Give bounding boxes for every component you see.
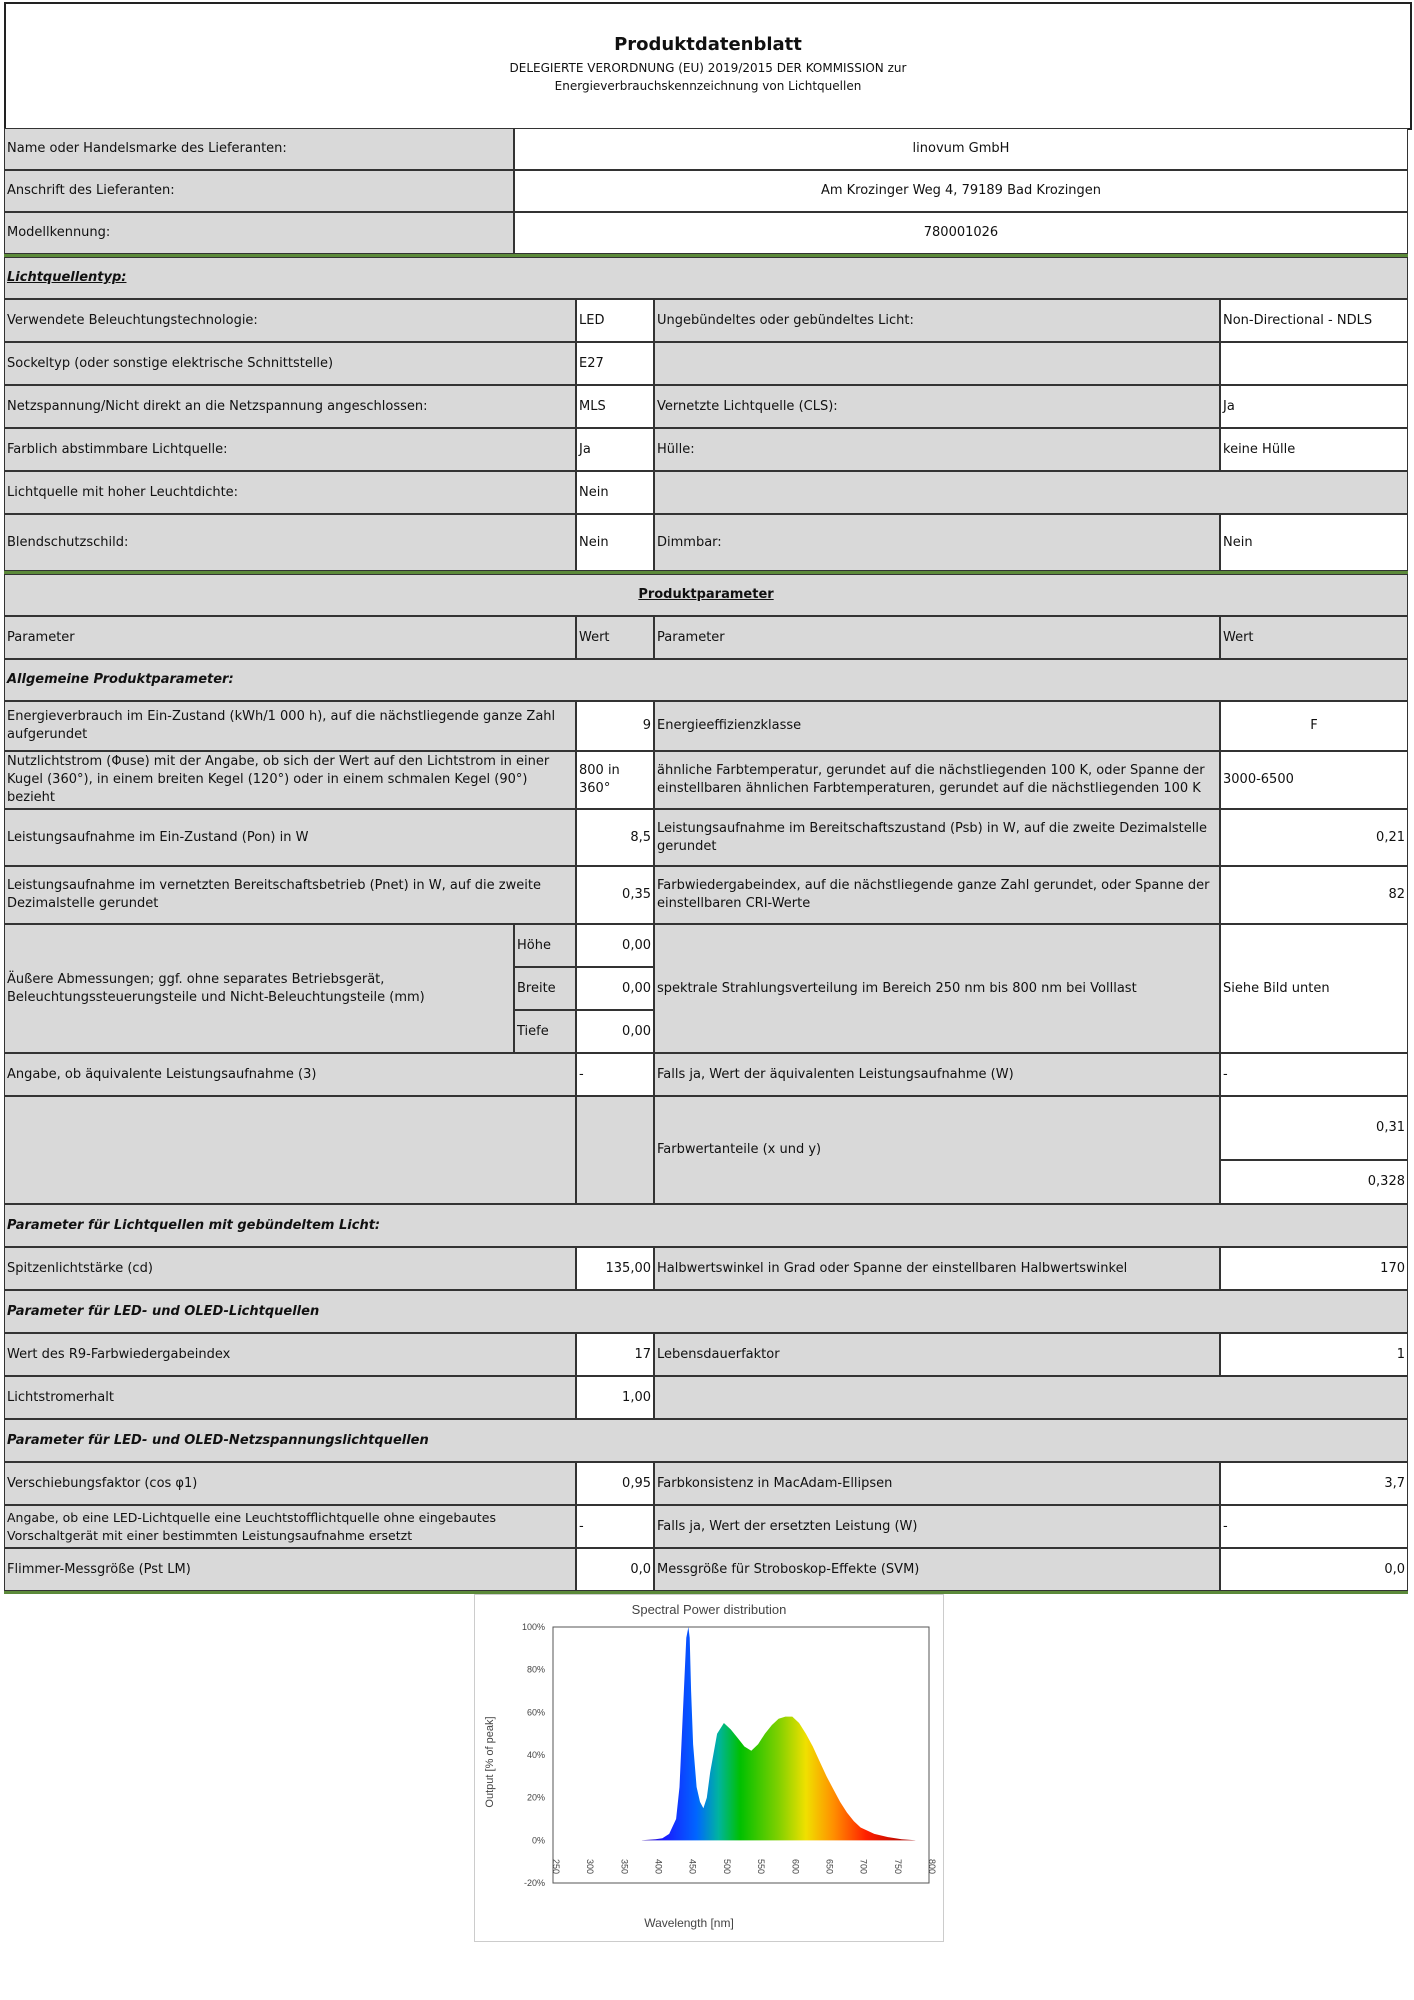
- lumen-value: 1,00: [576, 1376, 654, 1419]
- supplier-name-label: Name oder Handelsmarke des Lieferanten:: [4, 128, 514, 170]
- macadam-label: Farbkonsistenz in MacAdam-Ellipsen: [654, 1462, 1220, 1505]
- macadam-value: 3,7: [1220, 1462, 1408, 1505]
- y-tick-label: 100%: [521, 1622, 545, 1632]
- spectrum-area: [642, 1627, 915, 1840]
- cri-label: Farbwiedergabeindex, auf die nächstliegende ganze Zahl gerundet, oder Spanne der einstellbaren CRI-Werte: [654, 866, 1220, 924]
- chroma-empty-value: [576, 1096, 654, 1204]
- equiv-w-label: Falls ja, Wert der äquivalenten Leistungsaufnahme (W): [654, 1053, 1220, 1096]
- supplier-name-value: linovum GmbH: [514, 128, 1408, 170]
- x-tick-label: 600: [790, 1859, 801, 1875]
- chart-title: Spectral Power distribution: [631, 1602, 787, 1617]
- r9-label: Wert des R9-Farbwiedergabeindex: [4, 1333, 576, 1376]
- peak-label: Spitzenlichtstärke (cd): [4, 1247, 576, 1290]
- chroma-x-value: 0,31: [1220, 1096, 1408, 1160]
- height-label: Höhe: [514, 924, 576, 967]
- highlum-empty: [654, 471, 1408, 514]
- y-tick-label: 40%: [526, 1750, 545, 1760]
- col-value-2: Wert: [1220, 616, 1408, 659]
- glare-value: Nein: [576, 514, 654, 571]
- page-subtitle: DELEGIERTE VERORDNUNG (EU) 2019/2015 DER KOMMISSION zur: [509, 61, 907, 75]
- chroma-empty-label: [4, 1096, 576, 1204]
- svm-value: 0,0: [1220, 1548, 1408, 1591]
- spectral-chart-svg: [475, 1595, 943, 1941]
- psb-value: 0,21: [1220, 809, 1408, 866]
- lumen-empty: [654, 1376, 1408, 1419]
- lightsource-section-title: Lichtquellentyp:: [4, 257, 1408, 299]
- dimmable-label: Dimmbar:: [654, 514, 1220, 571]
- beam-value: 170: [1220, 1247, 1408, 1290]
- width-label: Breite: [514, 967, 576, 1010]
- envelope-value: keine Hülle: [1220, 428, 1408, 471]
- y-tick-label: 0%: [531, 1835, 545, 1846]
- svm-label: Messgröße für Stroboskop-Effekte (SVM): [654, 1548, 1220, 1591]
- chart-xlabel: Wavelength [nm]: [644, 1916, 734, 1930]
- tech-label: Verwendete Beleuchtungstechnologie:: [4, 299, 576, 342]
- replace-w-value: -: [1220, 1505, 1408, 1548]
- socket-empty: [654, 342, 1220, 385]
- directional-value: Non-Directional - NDLS: [1220, 299, 1408, 342]
- color-tunable-label: Farblich abstimmbare Lichtquelle:: [4, 428, 576, 471]
- mains-value: MLS: [576, 385, 654, 428]
- chroma-label: Farbwertanteile (x und y): [654, 1096, 1220, 1204]
- replace-w-label: Falls ja, Wert der ersetzten Leistung (W): [654, 1505, 1220, 1548]
- envelope-label: Hülle:: [654, 428, 1220, 471]
- y-tick-label: 60%: [526, 1707, 545, 1718]
- survival-label: Lebensdauerfaktor: [654, 1333, 1220, 1376]
- x-tick-label: 250: [551, 1859, 561, 1875]
- params-section-title: Produktparameter: [4, 574, 1408, 616]
- color-tunable-value: Ja: [576, 428, 654, 471]
- lumen-label: Lichtstromerhalt: [4, 1376, 576, 1419]
- x-tick-label: 500: [721, 1859, 732, 1875]
- spectral-value: Siehe Bild unten: [1220, 924, 1408, 1053]
- flux-value: 800 in 360°: [576, 751, 654, 809]
- mains-section-title: Parameter für LED- und OLED-Netzspannungslichtquellen: [4, 1419, 1408, 1462]
- equiv-w-value: -: [1220, 1053, 1408, 1096]
- header-box: [4, 2, 1412, 130]
- x-tick-label: 450: [687, 1859, 698, 1875]
- model-value: 780001026: [514, 212, 1408, 254]
- x-tick-label: 800: [927, 1859, 937, 1875]
- supplier-address-value: Am Krozinger Weg 4, 79189 Bad Krozingen: [514, 170, 1408, 212]
- depth-value: 0,00: [576, 1010, 654, 1053]
- x-tick-label: 750: [892, 1859, 903, 1875]
- flicker-label: Flimmer-Messgröße (Pst LM): [4, 1548, 576, 1591]
- pon-label: Leistungsaufnahme im Ein-Zustand (Pon) in W: [4, 809, 576, 866]
- col-value-1: Wert: [576, 616, 654, 659]
- col-param-2: Parameter: [654, 616, 1220, 659]
- directional-label: Ungebündeltes oder gebündeltes Licht:: [654, 299, 1220, 342]
- socket-empty-value: [1220, 342, 1408, 385]
- x-tick-label: 300: [585, 1859, 596, 1875]
- dimmable-value: Nein: [1220, 514, 1408, 571]
- glare-label: Blendschutzschild:: [4, 514, 576, 571]
- general-section-title: Allgemeine Produktparameter:: [4, 659, 1408, 701]
- energy-value: 9: [576, 701, 654, 751]
- replace-label: Angabe, ob eine LED-Lichtquelle eine Leuchtstofflichtquelle ohne eingebautes Vorschaltgerät mit einer bestimmten Leistungsaufnahme ersetzt: [4, 1505, 576, 1548]
- survival-value: 1: [1220, 1333, 1408, 1376]
- supplier-address-label: Anschrift des Lieferanten:: [4, 170, 514, 212]
- cri-value: 82: [1220, 866, 1408, 924]
- spectral-chart: [474, 1594, 944, 1942]
- spectral-label: spektrale Strahlungsverteilung im Bereich 250 nm bis 800 nm bei Volllast: [654, 924, 1220, 1053]
- flicker-value: 0,0: [576, 1548, 654, 1591]
- x-tick-label: 350: [619, 1859, 630, 1875]
- beam-label: Halbwertswinkel in Grad oder Spanne der einstellbaren Halbwertswinkel: [654, 1247, 1220, 1290]
- led-section-title: Parameter für LED- und OLED-Lichtquellen: [4, 1290, 1408, 1333]
- flux-label: Nutzlichtstrom (Φuse) mit der Angabe, ob sich der Wert auf den Lichtstrom in einer Kugel (360°), in einem breiten Kegel (120°) oder in einem schmalen Kegel (90°) bezieht: [4, 751, 576, 809]
- dims-label: Äußere Abmessungen; ggf. ohne separates Betriebsgerät, Beleuchtungssteuerungsteile und Nicht-Beleuchtungsteile (mm): [4, 924, 514, 1053]
- y-tick-label: -20%: [523, 1878, 545, 1888]
- cct-value: 3000-6500: [1220, 751, 1408, 809]
- x-tick-label: 550: [756, 1859, 767, 1875]
- col-param-1: Parameter: [4, 616, 576, 659]
- psb-label: Leistungsaufnahme im Bereitschaftszustand (Psb) in W, auf die zweite Dezimalstelle gerundet: [654, 809, 1220, 866]
- highlum-value: Nein: [576, 471, 654, 514]
- directional-section-title: Parameter für Lichtquellen mit gebündeltem Licht:: [4, 1204, 1408, 1247]
- eclass-label: Energieeffizienzklasse: [654, 701, 1220, 751]
- equiv-value: -: [576, 1053, 654, 1096]
- x-tick-label: 700: [858, 1859, 869, 1875]
- socket-label: Sockeltyp (oder sonstige elektrische Schnittstelle): [4, 342, 576, 385]
- cct-label: ähnliche Farbtemperatur, gerundet auf die nächstliegenden 100 K, oder Spanne der einstellbaren ähnlichen Farbtemperaturen, gerundet auf die nächstliegenden 100 K: [654, 751, 1220, 809]
- height-value: 0,00: [576, 924, 654, 967]
- pnet-label: Leistungsaufnahme im vernetzten Bereitschaftsbetrieb (Pnet) in W, auf die zweite Dezimalstelle gerundet: [4, 866, 576, 924]
- mains-label: Netzspannung/Nicht direkt an die Netzspannung angeschlossen:: [4, 385, 576, 428]
- pnet-value: 0,35: [576, 866, 654, 924]
- cls-label: Vernetzte Lichtquelle (CLS):: [654, 385, 1220, 428]
- highlum-label: Lichtquelle mit hoher Leuchtdichte:: [4, 471, 576, 514]
- page-subtitle-2: Energieverbrauchskennzeichnung von Lichtquellen: [554, 79, 862, 93]
- x-tick-label: 650: [824, 1859, 835, 1875]
- cls-value: Ja: [1220, 385, 1408, 428]
- page-title: Produktdatenblatt: [614, 34, 802, 55]
- pf-value: 0,95: [576, 1462, 654, 1505]
- socket-value: E27: [576, 342, 654, 385]
- pf-label: Verschiebungsfaktor (cos φ1): [4, 1462, 576, 1505]
- depth-label: Tiefe: [514, 1010, 576, 1053]
- r9-value: 17: [576, 1333, 654, 1376]
- energy-label: Energieverbrauch im Ein-Zustand (kWh/1 000 h), auf die nächstliegende ganze Zahl aufgerundet: [4, 701, 576, 751]
- width-value: 0,00: [576, 967, 654, 1010]
- y-tick-label: 20%: [526, 1792, 545, 1803]
- chroma-y-value: 0,328: [1220, 1160, 1408, 1204]
- equiv-label: Angabe, ob äquivalente Leistungsaufnahme (3): [4, 1053, 576, 1096]
- y-tick-label: 80%: [526, 1664, 545, 1675]
- pon-value: 8,5: [576, 809, 654, 866]
- eclass-value: F: [1220, 701, 1408, 751]
- replace-value: -: [576, 1505, 654, 1548]
- x-tick-label: 400: [653, 1859, 664, 1875]
- tech-value: LED: [576, 299, 654, 342]
- chart-ylabel: Output [% of peak]: [484, 1716, 496, 1808]
- model-label: Modellkennung:: [4, 212, 514, 254]
- peak-value: 135,00: [576, 1247, 654, 1290]
